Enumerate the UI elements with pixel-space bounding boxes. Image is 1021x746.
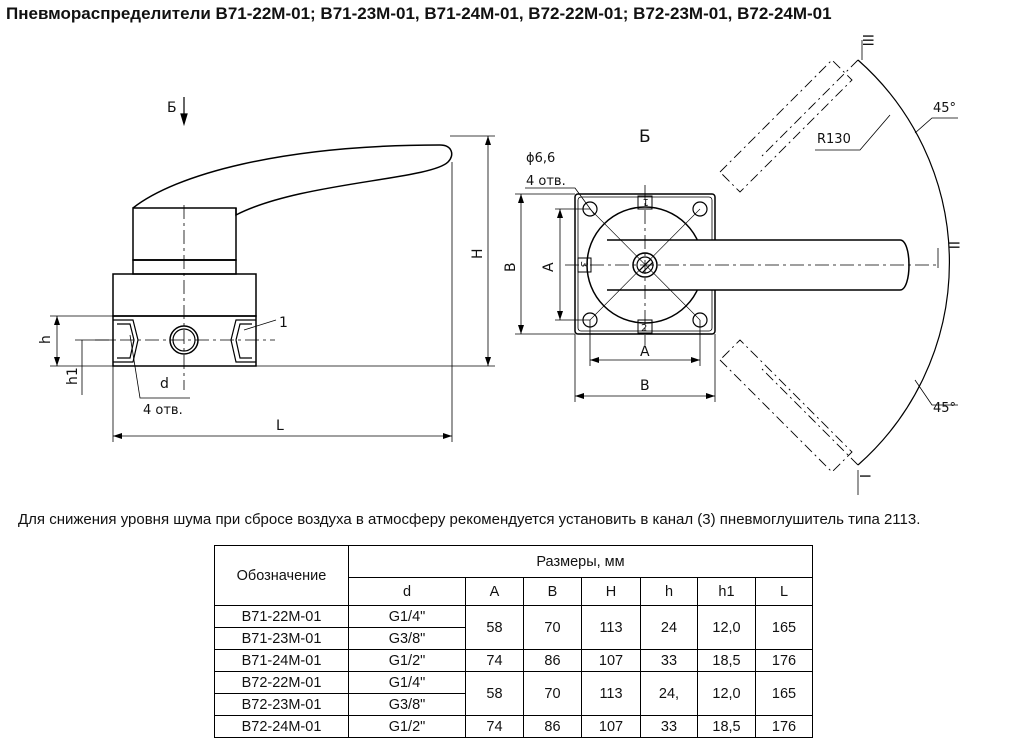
page-title: Пневмораспределители В71-22М-01; В71-23М-01, В71-24М-01, В72-22М-01; В72-23М-01, В72-24М-01 (6, 4, 832, 23)
col-header-h: h (641, 578, 698, 606)
table-row (215, 650, 813, 672)
dim-A-vertical-label: A (541, 262, 557, 272)
dim-h1-label: h1 (65, 367, 81, 385)
header-designation: Обозначение (215, 546, 349, 606)
cell-H: 107 (582, 716, 641, 738)
row-thread: G1/2" (349, 650, 466, 672)
col-header-B: B (524, 578, 582, 606)
cell-H: 107 (582, 650, 641, 672)
dimensions-table (214, 545, 813, 738)
col-header-h1: h1 (698, 578, 756, 606)
cell-H: 113 (582, 672, 641, 716)
cell-h: 33 (641, 650, 698, 672)
cell-L: 176 (756, 716, 813, 738)
row-thread: G3/8" (349, 628, 466, 650)
front-view (515, 40, 958, 495)
cell-h: 33 (641, 716, 698, 738)
hole-diameter-label: ϕ6,6 (526, 151, 556, 166)
row-thread: G1/4" (349, 606, 466, 628)
cell-H: 113 (582, 606, 641, 650)
cell-B: 70 (524, 672, 582, 716)
port-3-label: 3 (578, 261, 589, 268)
dim-A-horizontal-label: A (640, 344, 650, 360)
col-header-L: L (756, 578, 813, 606)
dim-d-label: d (160, 376, 169, 392)
cell-h1: 12,0 (698, 672, 756, 716)
side-view (50, 97, 495, 442)
row-designation: В71-22М-01 (215, 606, 349, 628)
row-designation: В72-22М-01 (215, 672, 349, 694)
angle-bottom-label: 45° (933, 401, 957, 416)
port-2-label: 2 (641, 323, 648, 334)
cell-B: 70 (524, 606, 582, 650)
cell-B: 86 (524, 716, 582, 738)
dim-B-vertical-label: B (503, 262, 519, 272)
item-1-label: 1 (279, 315, 288, 331)
cell-A: 58 (466, 672, 524, 716)
position-II-label: II (945, 241, 961, 250)
noise-note: Для снижения уровня шума при сбросе воздуха в атмосферу рекомендуется установить в канал (3) пневмоглушитель типа 2113. (18, 511, 921, 528)
row-thread: G1/4" (349, 672, 466, 694)
cell-A: 74 (466, 716, 524, 738)
table-row (215, 672, 813, 694)
view-b-arrow-label: Б (167, 100, 177, 116)
cell-h: 24, (641, 672, 698, 716)
row-thread: G3/8" (349, 694, 466, 716)
cell-L: 176 (756, 650, 813, 672)
side-holes-label: 4 отв. (143, 403, 183, 418)
row-designation: В71-24М-01 (215, 650, 349, 672)
col-header-H: H (582, 578, 641, 606)
angle-top-label: 45° (933, 101, 957, 116)
view-b-title: Б (639, 127, 651, 147)
front-holes-label: 4 отв. (526, 174, 566, 189)
row-thread: G1/2" (349, 716, 466, 738)
cell-A: 58 (466, 606, 524, 650)
table-row (215, 716, 813, 738)
position-III-label: III (859, 34, 875, 47)
col-header-d: d (349, 578, 466, 606)
radius-label: R130 (817, 132, 851, 147)
cell-B: 86 (524, 650, 582, 672)
cell-h1: 18,5 (698, 650, 756, 672)
cell-L: 165 (756, 606, 813, 650)
position-I-label: I (856, 474, 872, 479)
row-designation: В72-24М-01 (215, 716, 349, 738)
cell-h: 24 (641, 606, 698, 650)
table-row (215, 606, 813, 628)
dim-L-label: L (276, 418, 284, 434)
port-1-label: 1 (642, 196, 649, 207)
dim-B-horizontal-label: B (640, 378, 650, 394)
dim-h-label: h (38, 335, 54, 344)
row-designation: В71-23М-01 (215, 628, 349, 650)
header-dimensions: Размеры, мм (349, 546, 813, 578)
cell-A: 74 (466, 650, 524, 672)
cell-h1: 18,5 (698, 716, 756, 738)
dim-H-label: H (470, 248, 486, 259)
cell-L: 165 (756, 672, 813, 716)
cell-h1: 12,0 (698, 606, 756, 650)
col-header-A: A (466, 578, 524, 606)
row-designation: В72-23М-01 (215, 694, 349, 716)
